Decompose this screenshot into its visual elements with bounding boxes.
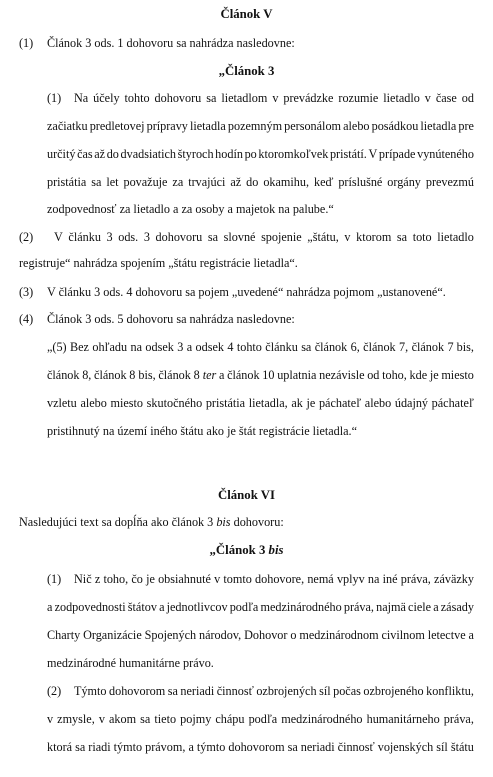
- word: „štátu,: [307, 230, 339, 244]
- word: toho,: [382, 368, 407, 382]
- word: 3: [177, 340, 184, 354]
- word: zásady: [440, 600, 474, 614]
- word: dohovore,: [255, 572, 305, 586]
- quote-line: [47, 424, 357, 439]
- word: na: [130, 340, 143, 354]
- article-5-heading: Článok V: [220, 7, 273, 21]
- word: činnosť: [216, 684, 254, 698]
- word: v: [98, 712, 105, 726]
- article-3-subheading: „Článok 3: [218, 64, 275, 78]
- word: „(5): [47, 340, 67, 354]
- quote-line: [47, 340, 474, 355]
- word: pojmy: [180, 712, 212, 726]
- word: týmto: [113, 740, 143, 754]
- paragraph-1-number: (1): [47, 572, 62, 586]
- word: vojenských: [377, 740, 434, 754]
- word: ciele: [408, 600, 432, 614]
- word: počas: [333, 684, 361, 698]
- word: článok: [227, 368, 260, 382]
- article-6-heading: Článok VI: [217, 488, 276, 502]
- word: prevádzke: [283, 91, 334, 105]
- word: až: [94, 147, 106, 161]
- word: akom: [109, 712, 137, 726]
- quote-line: [47, 396, 474, 411]
- word: od: [367, 368, 380, 382]
- word: kde: [409, 368, 428, 382]
- word: podľa: [248, 712, 278, 726]
- word: záväzky: [434, 572, 474, 586]
- word: článok: [47, 368, 80, 382]
- word: činnosť: [337, 740, 375, 754]
- word: ozbrojených: [256, 684, 317, 698]
- word: čas: [77, 147, 93, 161]
- paragraph-line: [47, 600, 474, 615]
- word: V: [54, 230, 63, 244]
- word: do: [106, 147, 119, 161]
- item-2-number: (2): [19, 230, 34, 244]
- word: medzinárodnom: [299, 628, 379, 642]
- word: medzinárodné humanitárne právo.: [47, 656, 214, 670]
- word: ak: [291, 396, 303, 410]
- word: na: [367, 572, 380, 586]
- word: a: [188, 740, 194, 754]
- word: pristátia: [205, 396, 246, 410]
- word: čo: [131, 572, 143, 586]
- word: keď: [313, 175, 334, 189]
- word: do: [246, 175, 259, 189]
- word: sa: [91, 175, 102, 189]
- word: dvadsiatich: [120, 147, 177, 161]
- word: síl: [319, 684, 331, 698]
- item-2-line: [54, 230, 474, 245]
- paragraph-2-number: (2): [47, 684, 62, 698]
- word: vplyv: [336, 572, 365, 586]
- word: hodín: [215, 147, 243, 161]
- paragraph-line: [47, 656, 214, 671]
- word: a: [159, 600, 165, 614]
- word: Bez: [70, 340, 89, 354]
- word: určitý: [47, 147, 76, 161]
- word: lietadlo: [437, 230, 474, 244]
- word: lietadla: [420, 119, 457, 133]
- word: sa: [287, 740, 298, 754]
- word: 8 bis,: [129, 368, 156, 382]
- word: práva,: [343, 600, 374, 614]
- word: V: [368, 147, 378, 161]
- paragraph-line: [74, 572, 474, 587]
- item-3-number: (3): [19, 285, 34, 299]
- word: dohovoru: [155, 230, 203, 244]
- word: lietadla,: [248, 396, 288, 410]
- word: civilnom: [381, 628, 425, 642]
- item-4-number: (4): [19, 312, 34, 326]
- paragraph-line: [47, 628, 474, 643]
- word: nezávisle: [319, 368, 365, 382]
- word: zmysle,: [57, 712, 95, 726]
- word: v: [214, 572, 221, 586]
- item-1-number: (1): [19, 36, 34, 50]
- word: lietadla: [189, 119, 226, 133]
- word: prevezmú: [425, 175, 474, 189]
- paragraph-line: [47, 175, 474, 190]
- word: odsek: [145, 340, 174, 354]
- word: ohľadu: [92, 340, 128, 354]
- word: jednotlivcov: [166, 600, 228, 614]
- word: okamihu,: [263, 175, 310, 189]
- word: trvajúci: [188, 175, 226, 189]
- word: neriadi: [180, 684, 215, 698]
- word: vzletu: [47, 396, 77, 410]
- word: Dohovor: [244, 628, 288, 642]
- word: miesto: [110, 396, 143, 410]
- paragraph-line: [74, 684, 474, 699]
- word: obsiahnuté: [158, 572, 211, 586]
- word: iné: [382, 572, 398, 586]
- word: medzinárodného: [281, 712, 363, 726]
- word: orgány: [387, 175, 421, 189]
- word: v: [424, 91, 431, 105]
- word: národov,: [199, 628, 242, 642]
- word: po: [244, 147, 257, 161]
- word: v: [47, 712, 54, 726]
- word: lietadlo: [383, 91, 420, 105]
- word: a: [186, 340, 193, 354]
- word: posádkou: [371, 119, 419, 133]
- word: humanitárneho: [366, 712, 440, 726]
- word: od: [461, 91, 474, 105]
- word: ods.: [118, 230, 139, 244]
- word: Organizácie: [83, 628, 142, 642]
- word: 7 bis,: [447, 340, 474, 354]
- word: sa: [396, 230, 408, 244]
- word: právom,: [145, 740, 186, 754]
- word: personálom: [284, 119, 342, 133]
- word: 6,: [350, 340, 360, 354]
- item-2-line: registruje“ nahrádza spojením „štátu registrácie lietadla“.: [19, 256, 298, 270]
- word: dohovorom: [109, 684, 166, 698]
- word: sa: [140, 712, 151, 726]
- item-4-text: Článok 3 ods. 5 dohovoru sa nahrádza nasledovne:: [47, 312, 295, 326]
- word: najmä: [376, 600, 406, 614]
- word: medzinárodného: [260, 600, 342, 614]
- word: článku: [68, 230, 101, 244]
- word: ozbrojeného: [363, 684, 424, 698]
- word: chápu: [215, 712, 245, 726]
- word: sa: [301, 340, 312, 354]
- word: predletovej: [89, 119, 145, 133]
- word: 3: [106, 230, 113, 244]
- word: podľa: [229, 600, 259, 614]
- word: týmto: [196, 740, 226, 754]
- word: v: [272, 91, 279, 105]
- word: Týmto: [74, 684, 107, 698]
- word: článok: [94, 368, 127, 382]
- word: tohto: [236, 340, 262, 354]
- word: štyroch: [177, 147, 214, 161]
- word: za: [172, 175, 184, 189]
- item-3-text: V článku 3 ods. 4 dohovoru sa pojem „uvedené“ nahrádza pojmom „ustanovené“.: [47, 285, 446, 299]
- word: 10: [262, 368, 275, 382]
- word: údajný: [394, 396, 429, 410]
- word: je: [429, 368, 439, 382]
- word: pozemným: [227, 119, 283, 133]
- word: alebo: [343, 119, 370, 133]
- word: zodpovednosť za lietadlo a za osoby a majetok na palube.“: [47, 202, 334, 216]
- word: spojenie: [261, 230, 302, 244]
- word: v: [344, 230, 351, 244]
- word: 3: [143, 230, 150, 244]
- word: pristátia: [47, 175, 87, 189]
- word: toho,: [103, 572, 129, 586]
- word: tieto: [154, 712, 177, 726]
- word: práva,: [443, 712, 474, 726]
- word: pristihnutý na území iného štátu ako je štát registrácie lietadla.“: [47, 424, 358, 438]
- word: ktoromkoľvek: [258, 147, 329, 161]
- word: sa: [167, 684, 178, 698]
- word: 8 ter: [193, 368, 217, 382]
- word: prípade: [378, 147, 416, 161]
- word: až: [230, 175, 242, 189]
- word: uplatnia: [277, 368, 317, 382]
- quote-line: [47, 368, 474, 383]
- paragraph-1-number: (1): [47, 91, 62, 105]
- word: páchateľ: [318, 396, 362, 410]
- word: 8,: [82, 368, 92, 382]
- word: Nič: [74, 572, 92, 586]
- word: a: [468, 628, 474, 642]
- paragraph-line: [47, 147, 474, 162]
- word: zodpovednosti: [54, 600, 126, 614]
- word: a: [47, 600, 53, 614]
- word: práva,: [400, 572, 431, 586]
- word: riadi: [88, 740, 111, 754]
- word: dohovoru: [154, 91, 202, 105]
- word: 4: [227, 340, 234, 354]
- word: odsek: [195, 340, 224, 354]
- word: Spojených: [144, 628, 197, 642]
- word: konfliktu,: [426, 684, 474, 698]
- word: alebo: [364, 396, 392, 410]
- word: považuje: [123, 175, 168, 189]
- word: ktorom: [356, 230, 392, 244]
- word: začiatku: [47, 119, 88, 133]
- article-6-intro: Nasledujúci text sa dopĺňa ako článok 3 bis dohovoru:: [19, 515, 284, 529]
- word: pre: [458, 119, 474, 133]
- word: príslušné: [338, 175, 383, 189]
- word: síl: [436, 740, 448, 754]
- word: z: [94, 572, 101, 586]
- paragraph-line: [47, 202, 334, 217]
- word: toto: [412, 230, 432, 244]
- word: sa: [206, 91, 217, 105]
- paragraph-line: [47, 119, 474, 134]
- word: neriadi: [300, 740, 335, 754]
- word: sa: [75, 740, 86, 754]
- word: článok: [363, 340, 396, 354]
- word: o: [290, 628, 297, 642]
- word: účely: [93, 91, 120, 105]
- word: dohovorom: [228, 740, 285, 754]
- word: sa: [207, 230, 219, 244]
- word: skutočného: [146, 396, 203, 410]
- word: pristátí.: [329, 147, 367, 161]
- word: ktorá: [47, 740, 73, 754]
- paragraph-line: [74, 91, 474, 106]
- word: letectve: [427, 628, 466, 642]
- word: článku: [265, 340, 298, 354]
- article-3bis-subheading: „Článok 3 bis: [209, 543, 284, 557]
- word: miesto: [441, 368, 474, 382]
- paragraph-line: [47, 740, 474, 755]
- word: lietadlom: [221, 91, 268, 105]
- word: článok: [411, 340, 445, 354]
- word: tomto: [223, 572, 252, 586]
- word: štátu: [450, 740, 474, 754]
- word: Na: [74, 91, 89, 105]
- paragraph-line: [47, 712, 474, 727]
- word: nemá: [307, 572, 334, 586]
- word: je: [306, 396, 316, 410]
- word: páchateľ: [431, 396, 474, 410]
- word: let: [106, 175, 119, 189]
- word: je: [146, 572, 155, 586]
- word: článok: [158, 368, 191, 382]
- word: Charty: [47, 628, 81, 642]
- word: slovné: [223, 230, 256, 244]
- word: tohto: [124, 91, 150, 105]
- word: a: [218, 368, 225, 382]
- word: alebo: [80, 396, 107, 410]
- item-1-text: Článok 3 ods. 1 dohovoru sa nahrádza nasledovne:: [47, 36, 295, 50]
- word: štátov: [127, 600, 157, 614]
- word: 7,: [399, 340, 409, 354]
- word: čase: [435, 91, 457, 105]
- word: článok: [314, 340, 348, 354]
- word: vynúteného: [417, 147, 474, 161]
- word: prípravy: [146, 119, 188, 133]
- word: rozumie: [338, 91, 379, 105]
- word: a: [433, 600, 439, 614]
